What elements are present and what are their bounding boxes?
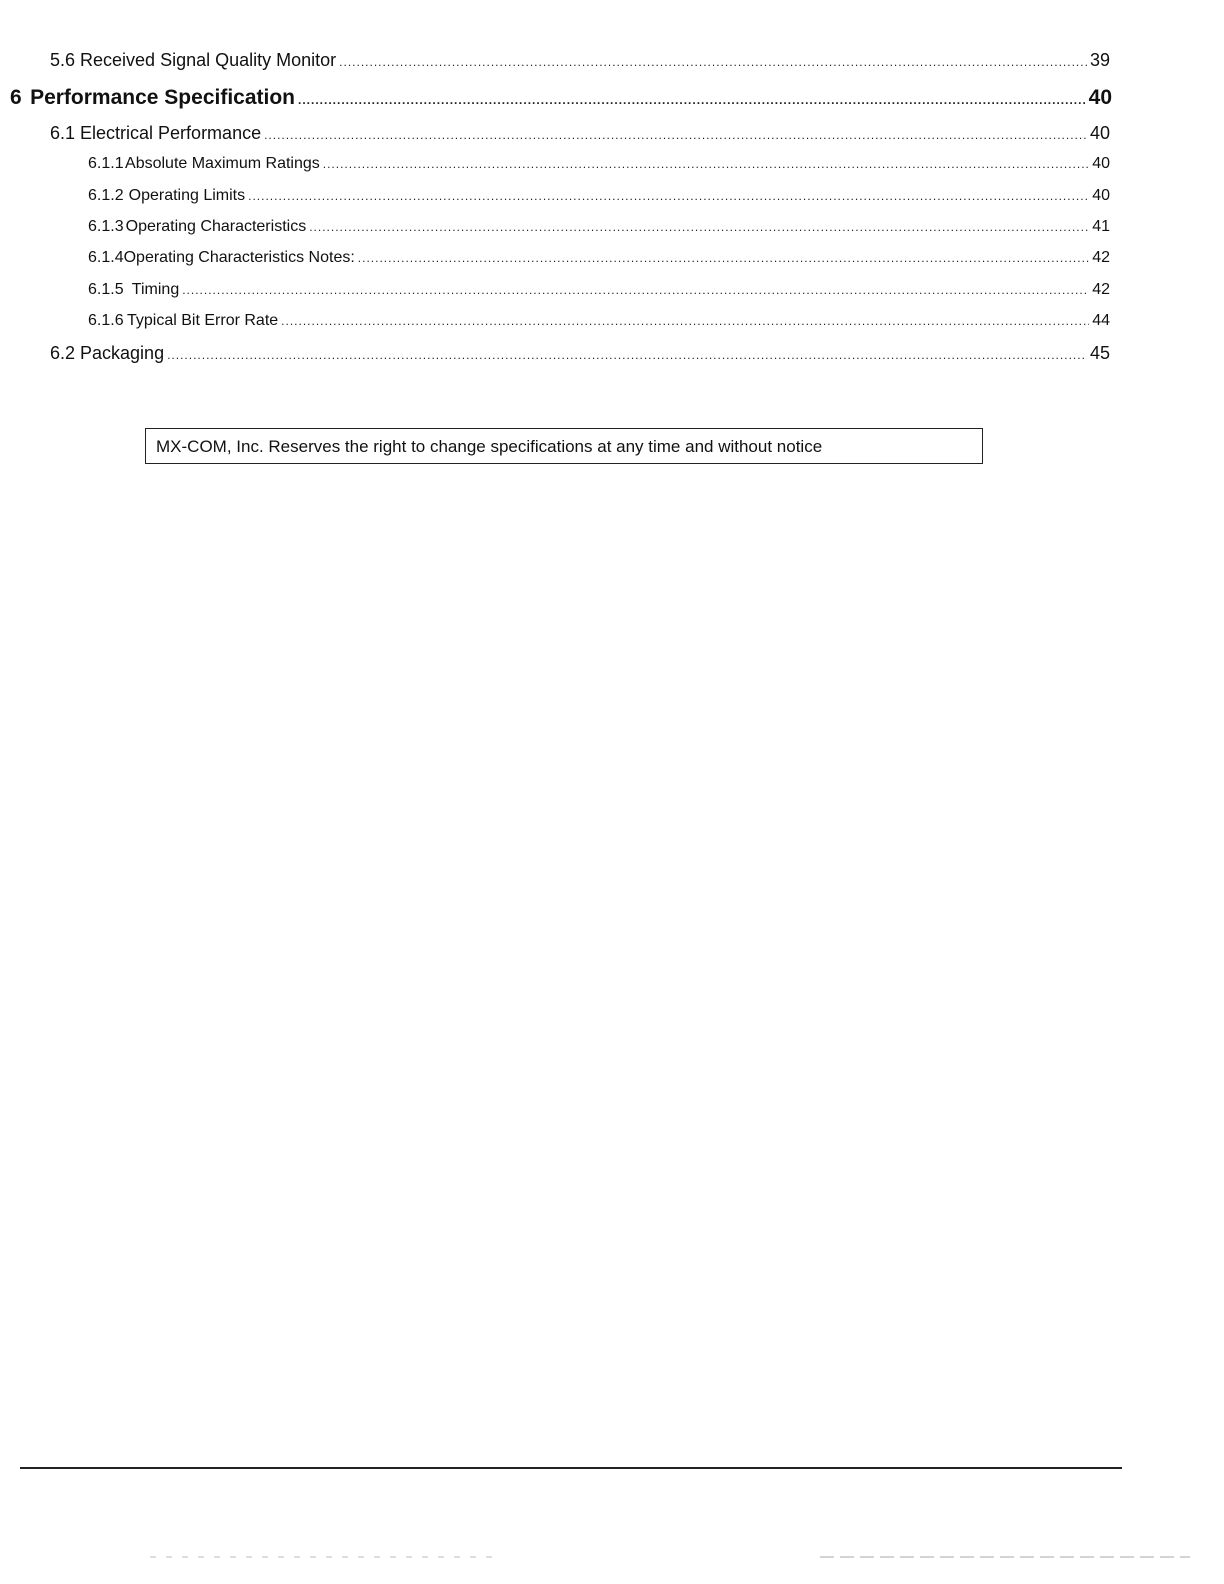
toc-entry-number: 6.1.2 <box>88 187 124 204</box>
toc-entry-title: Absolute Maximum Ratings <box>125 155 320 172</box>
toc-entry-6-1-5[interactable] <box>88 281 1110 299</box>
dot-leader <box>248 189 1089 203</box>
toc-entry-number: 6.1.6 <box>88 312 124 329</box>
toc-entry-title: Performance Specification <box>30 86 295 109</box>
dot-leader <box>281 314 1089 328</box>
toc-entry-number: 6.1.5 <box>88 281 124 298</box>
footer-divider <box>20 1467 1122 1469</box>
dot-leader <box>182 283 1089 297</box>
toc-entry-page: 40 <box>1092 187 1110 204</box>
toc-entry-number: 6.1.3 <box>88 218 124 235</box>
toc-entry-title: 6.1 Electrical Performance <box>50 123 262 143</box>
toc-entry-title: Timing <box>131 281 180 298</box>
toc-entry-5-6[interactable] <box>50 50 1110 71</box>
notice-text: MX-COM, Inc. Reserves the right to change specifications at any time and without notice <box>156 437 823 456</box>
toc-entry-page: 41 <box>1092 218 1110 235</box>
toc-entry-page: 40 <box>1089 123 1110 143</box>
toc-entry-page: 39 <box>1089 50 1110 70</box>
toc-entry-title: Operating Characteristics <box>125 218 307 235</box>
toc-entry-6-2[interactable] <box>50 343 1110 364</box>
toc-entry-6-1-3[interactable] <box>88 218 1110 236</box>
toc-entry-title: 6.2 Packaging <box>50 343 165 363</box>
toc-entry-page: 42 <box>1092 249 1110 266</box>
dot-leader <box>358 251 1089 265</box>
toc-entry-6-1[interactable] <box>50 123 1110 144</box>
toc-entry-number: 6 <box>10 86 22 109</box>
toc-entry-6-1-2[interactable] <box>88 187 1110 205</box>
dot-leader <box>323 157 1089 171</box>
dot-leader <box>298 93 1086 107</box>
toc-entry-title: 5.6 Received Signal Quality Monitor <box>50 50 337 70</box>
toc-entry-6[interactable] <box>10 86 1112 110</box>
toc-entry-number: 6.1.4 <box>88 249 124 266</box>
toc-entry-title: Operating Characteristics Notes: <box>123 249 355 266</box>
toc-entry-6-1-4[interactable] <box>88 249 1110 267</box>
toc-entry-page: 40 <box>1088 86 1112 109</box>
toc-entry-page: 45 <box>1089 343 1110 363</box>
notice-box <box>145 428 983 464</box>
toc-entry-title: Operating Limits <box>128 187 246 204</box>
dot-leader <box>309 220 1089 234</box>
toc-entry-title: Typical Bit Error Rate <box>127 312 279 329</box>
scan-artifacts <box>40 1555 1190 1559</box>
toc-entry-page: 42 <box>1092 281 1110 298</box>
dot-leader <box>339 55 1087 69</box>
toc-entry-page: 44 <box>1092 312 1110 329</box>
toc-entry-6-1-1[interactable] <box>88 155 1110 173</box>
toc-entry-number: 6.1.1 <box>88 155 124 172</box>
dot-leader <box>167 348 1087 362</box>
dot-leader <box>264 128 1087 142</box>
toc-entry-6-1-6[interactable] <box>88 312 1110 330</box>
toc-entry-page: 40 <box>1092 155 1110 172</box>
